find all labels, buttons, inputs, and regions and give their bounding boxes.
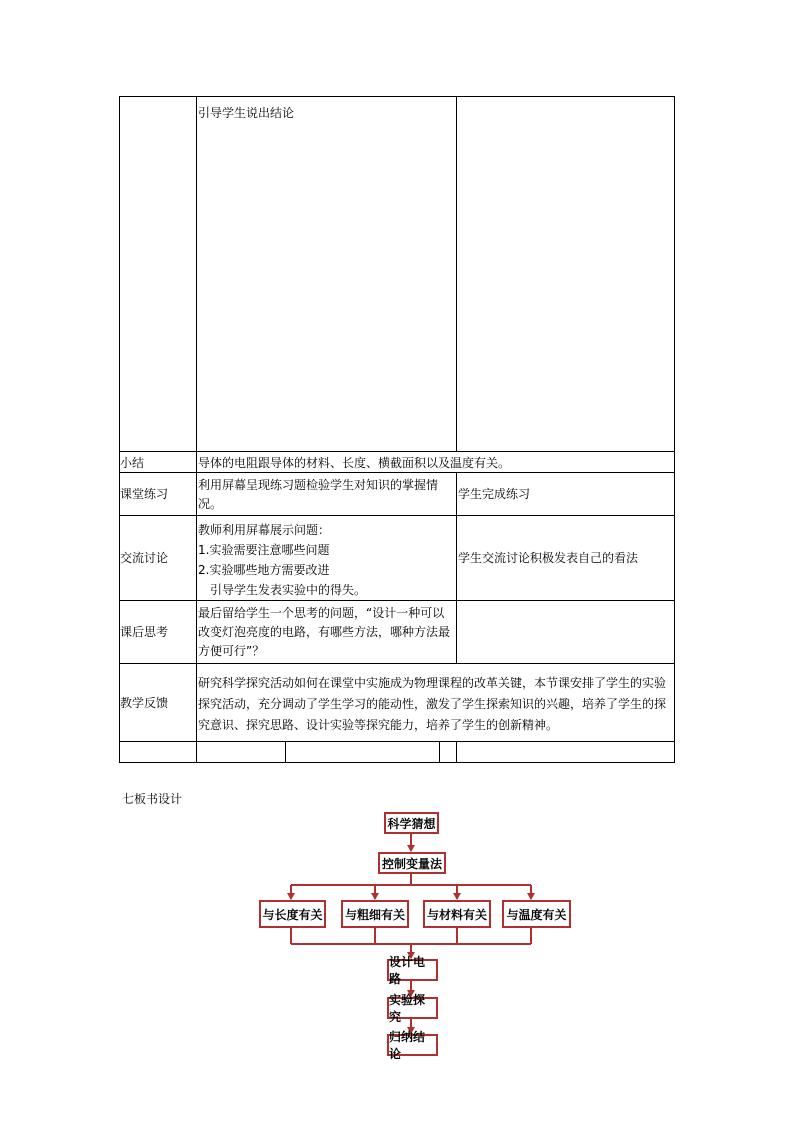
- row4-right: 学生交流讨论积极发表自己的看法: [458, 551, 639, 565]
- box-conclusion: 归纳结论: [387, 1034, 438, 1056]
- box-factor-temperature: 与温度有关: [502, 900, 571, 928]
- box-scientific-guess: 科学猜想: [384, 812, 439, 834]
- row5-middle: 最后留给学生一个思考的问题，“设计一种可以改变灯泡亮度的电路，有哪些方法，哪种方法最方便可行”？: [198, 606, 451, 658]
- box-design-circuit: 设计电路: [387, 959, 438, 981]
- row2-middle: 导体的电阻跟导体的材料、长度、横截面积以及温度有关。: [198, 456, 511, 470]
- row4-line-3: 2.实验哪些地方需要改进: [198, 563, 330, 577]
- row6-label: 教学反馈: [120, 695, 169, 710]
- box-factor-length: 与长度有关: [259, 900, 326, 928]
- row4-line-2: 1.实验需要注意哪些问题: [198, 543, 330, 557]
- row6-middle: 研究科学探究活动如何在课堂中实施成为物理课程的改革关键，本节课安排了学生的实验探究活动，充分调动了学生学习的能动性，激发了学生探索知识的兴趣，培养了学生的探究意识、探究思路、设计实验等探究能力，培养了学生的创新精神。: [198, 676, 667, 732]
- row2-label: 小结: [120, 456, 145, 470]
- box-control-variable: 控制变量法: [378, 852, 446, 874]
- row4-line-4: 引导学生发表实验中的得失。: [198, 583, 367, 597]
- row4-label: 交流讨论: [120, 551, 169, 565]
- row1-middle: 引导学生说出结论: [198, 106, 295, 120]
- row3-label: 课堂练习: [120, 487, 169, 501]
- box-experiment: 实验探究: [387, 997, 438, 1019]
- board-design-title: 七板书设计: [122, 792, 183, 806]
- box-factor-thickness: 与粗细有关: [341, 900, 409, 928]
- box-factor-material: 与材料有关: [423, 900, 491, 928]
- row5-label: 课后思考: [120, 625, 169, 639]
- row4-line-1: 教师利用屏幕展示问题：: [198, 523, 331, 537]
- row3-right: 学生完成练习: [458, 487, 531, 501]
- row3-middle: 利用屏幕呈现练习题检验学生对知识的掌握情况。: [198, 478, 439, 511]
